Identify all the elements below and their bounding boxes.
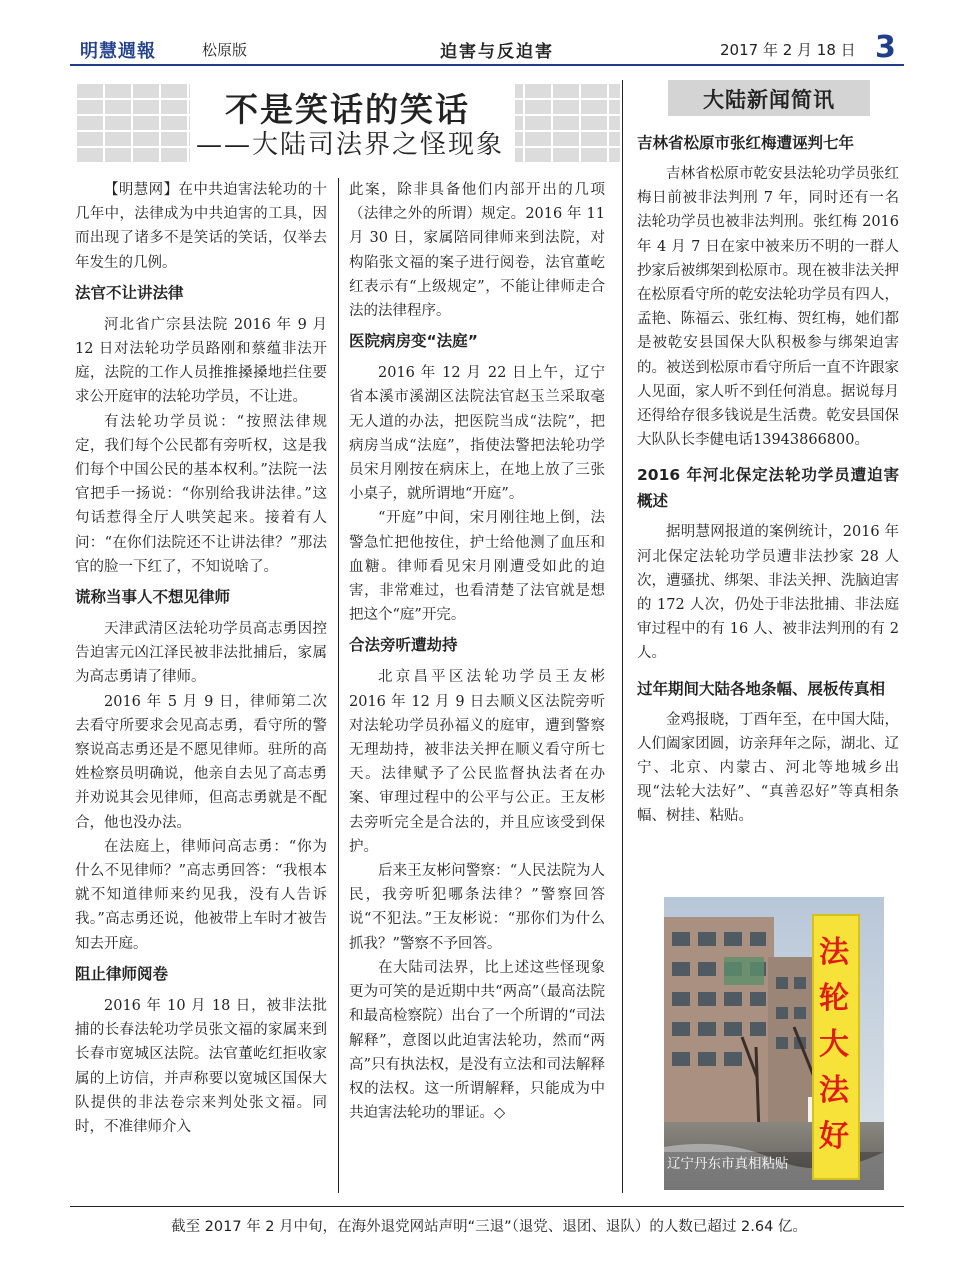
section-heading: 合法旁听遭劫持 bbox=[349, 636, 458, 655]
section-heading: 阻止律师阅卷 bbox=[75, 964, 169, 983]
paragraph: 【明慧网】在中共迫害法轮功的十几年中，法律成为中共迫害的工具，因而出现了诸多不是笑话的笑话，仅举去年发生的几例。 bbox=[75, 182, 327, 271]
footer-note: 截至 2017 年 2 月中旬，在海外退党网站声明“三退”（退党、退团、退队）的人数已超过 2.64 亿。 bbox=[171, 1219, 807, 1235]
news-item-body: 据明慧网报道的案例统计，2016 年河北保定法轮功学员遭非法抄家 28 人次，遭骚扰、绑架、非法关押、洗脑迫害的 172 人次，仍处于非法批捕、非法庭审过程中的有 16 人、被非法判刑的有 2 人。 bbox=[637, 524, 899, 662]
footer-rule bbox=[70, 1206, 904, 1207]
edition-label: 松原版 bbox=[202, 41, 248, 59]
paragraph: 2016 年 10 月 18 日，被非法批捕的长春法轮功学员张文福的家属来到长春市宽城区法院。法官董屹红拒收家属的上访信，并声称要以宽城区国保大队提供的非法卷宗来判处张文福。同时，不准律师介入 bbox=[75, 997, 327, 1135]
paragraph: 在法庭上，律师问高志勇：“你为什么不见律师？”高志勇回答：“我根本就不知道律师来约见我，没有人告诉我。”高志勇还说，他被带上车时才被告知去开庭。 bbox=[75, 838, 327, 952]
article-subtitle: ——大陆司法界之怪现象 bbox=[195, 130, 504, 160]
paragraph: 2016 年 12 月 22 日上午，辽宁省本溪市溪湖区法院法官赵玉兰采取毫无人道的办法，把医院当成“法院”，把病房当成“法庭”，指使法警把法轮功学员宋月刚按在病床上，在地上放了三张小桌子，就所谓地“开庭”。 bbox=[349, 365, 605, 503]
news-item-title: 过年期间大陆各地条幅、展板传真相 bbox=[637, 679, 886, 698]
paragraph: 河北省广宗县法院 2016 年 9 月 12 日对法轮功学员路刚和蔡蕴非法开庭，法院的工作人员推推搡搡地拦住要求公开庭审的法轮功学员，不让进。 bbox=[75, 316, 327, 406]
issue-date: 2017 年 2 月 18 日 bbox=[720, 41, 856, 59]
photo-caption: 辽宁丹东市真相粘贴 bbox=[667, 1156, 789, 1172]
paragraph: 在大陆司法界，比上述这些怪现象更为可笑的是近期中共“两高”（最高法院和最高检察院）出台了一个所谓的“司法解释”，意图以此迫害法轮功，然而“两高”只有执法权，是没有立法和司法解释权的法权。这一所谓解释，只能成为中共迫害法轮功的罪证。◇ bbox=[349, 959, 605, 1122]
article-column-2 bbox=[349, 178, 605, 1125]
column-divider bbox=[622, 80, 623, 1193]
section-title: 迫害与反迫害 bbox=[440, 42, 554, 62]
paragraph: 后来王友彬问警察：“人民法院为人民，我旁听犯哪条法律？”警察回答说“不犯法。”王友彬说：“那你们为什么抓我？”警察不予回答。 bbox=[349, 863, 605, 952]
paragraph: 2016 年 5 月 9 日，律师第二次去看守所要求会见高志勇，看守所的警察说高志勇还是不愿见律师。驻所的高姓检察员明确说，他亲自去见了高志勇并劝说其会见律师，但高志勇就是不配合，他也没办法。 bbox=[75, 693, 327, 831]
paragraph: “开庭”中间，宋月刚往地上倒，法警急忙把他按住，护士给他测了血压和血糖。律师看见宋月刚遭受如此的迫害，非常难过，也看清楚了法官就是想把这个“庭”开完。 bbox=[349, 510, 605, 624]
news-item-title: 吉林省松原市张红梅遭诬判七年 bbox=[637, 134, 855, 152]
news-header: 大陆新闻简讯 bbox=[703, 87, 835, 112]
page-number: 3 bbox=[875, 30, 896, 65]
paragraph: 北京昌平区法轮功学员王友彬 2016 年 12 月 9 日去顺义区法院旁听对法轮功学员孙福义的庭审，遭到警察无理劫持，被非法关押在顺义看守所七天。法律赋予了公民监督执法者在办案、审理过程中的公平与公正。王友彬去旁听完全是合法的，并且应该受到保护。 bbox=[349, 669, 605, 855]
banner-text: 法轮大法好 bbox=[819, 935, 849, 1154]
section-heading: 法官不让讲法律 bbox=[75, 283, 184, 302]
article-column-1 bbox=[75, 178, 327, 1139]
news-column bbox=[637, 130, 899, 839]
news-item-body: 金鸡报晓，丁酉年至，在中国大陆，人们阖家团圆，访亲拜年之际，湖北、辽宁、北京、内蒙古、河北等地城乡出现“法轮大法好”、“真善忍好”等真相条幅、树挂、粘贴。 bbox=[637, 711, 899, 825]
news-item-title: 2016 年河北保定法轮功学员遭迫害概述 bbox=[637, 466, 899, 511]
section-heading: 医院病房变“法庭” bbox=[349, 332, 478, 351]
column-divider bbox=[338, 178, 339, 1193]
news-item-body: 吉林省松原市乾安县法轮功学员张红梅日前被非法判刑 7 年，同时还有一名法轮功学员也被非法判刑。张红梅 2016 年 4 月 7 日在家中被来历不明的一群人抄家后被绑架到松原市。现在被非法关押在松原看守所的乾安法轮功学员有四人，孟艳、陈福云、张红梅、贺红梅，她们都是被乾安县国保大队积极参与绑架迫害的。被送到松原市看守所后一直不许跟家人见面，家人听不到任何消息。据说每月还得给存很多钱说是生活费。乾安县国保大队队长李健电话13943866800。 bbox=[637, 166, 899, 449]
header-rule bbox=[70, 64, 904, 66]
article-title: 不是笑话的笑话 bbox=[225, 90, 470, 129]
masthead: 明慧週報 bbox=[80, 41, 156, 62]
section-heading: 谎称当事人不想见律师 bbox=[75, 588, 231, 607]
paragraph: 此案，除非具备他们内部开出的几项（法律之外的所谓）规定。2016 年 11 月 30 日，家属陪同律师来到法院，对构陷张文福的案子进行阅卷，法官董屹红表示有“上级规定”，不能让律师走合法的法律程序。 bbox=[349, 182, 605, 320]
paragraph: 天津武清区法轮功学员高志勇因控告迫害元凶江泽民被非法批捕后，家属为高志勇请了律师。 bbox=[75, 621, 327, 686]
paragraph: 有法轮功学员说：“按照法律规定，我们每个公民都有旁听权，这是我们每个中国公民的基本权利。”法院一法官把手一扬说：“你别给我讲法律。”这句话惹得全厅人哄笑起来。接着有人问：“在你们法院还不让讲法律？”那法官的脸一下红了，不知说啥了。 bbox=[75, 413, 327, 575]
